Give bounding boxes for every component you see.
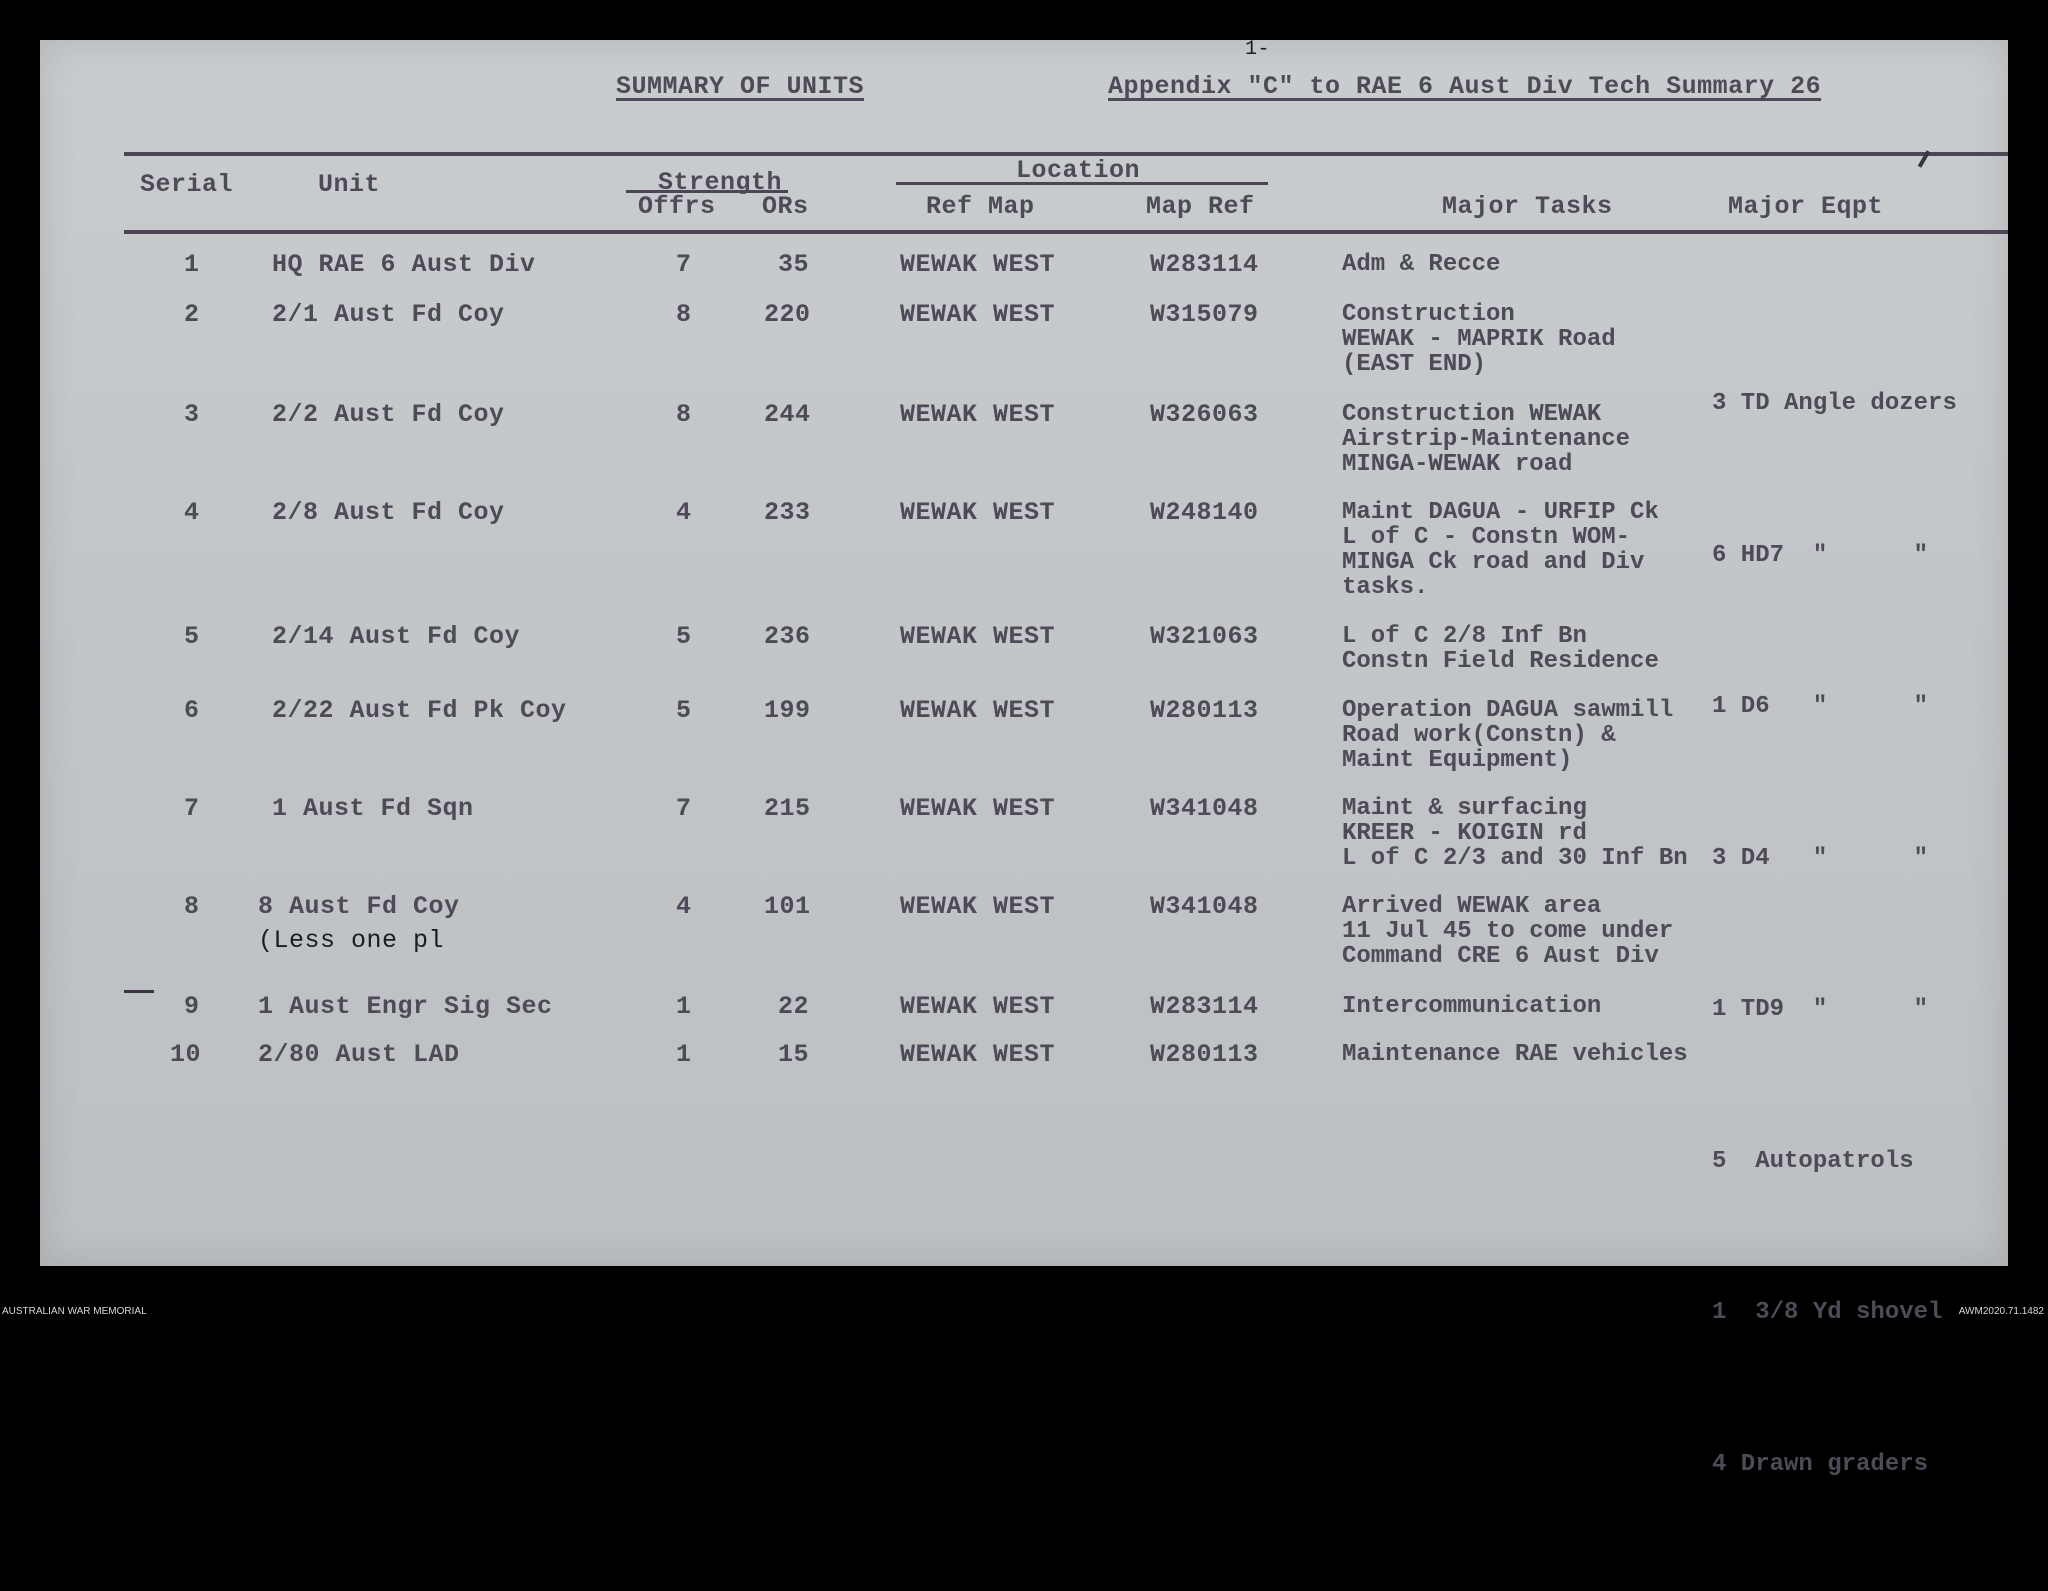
row-5-ors: 236 [764,622,811,651]
row-6-map-ref: W280113 [1150,696,1259,725]
task-line: L of C - Constn WOM- [1342,524,1631,551]
equipment-item: 5 Autopatrols [1712,1147,1914,1175]
row-1-unit: HQ RAE 6 Aust Div [272,250,536,279]
equipment-item: 1 3/8 Yd shovel [1712,1299,1943,1326]
row-3-ors: 244 [764,400,811,429]
row-7-tasks [1342,796,1688,871]
row-7-map-ref: W341048 [1150,794,1259,823]
row-8-ors: 101 [764,892,811,921]
task-line: MINGA-WEWAK road [1342,451,1573,478]
task-line: Operation DAGUA sawmill [1342,697,1674,724]
page-mark: 1- [1245,38,1271,61]
row-10-serial: 10 [170,1040,202,1069]
row-8-map-ref: W341048 [1150,892,1259,921]
row-2-map-ref: W315079 [1150,300,1259,329]
equipment-item: 4 Drawn graders [1712,1450,1929,1478]
margin-dash [124,990,154,993]
row-2-ors: 220 [764,300,811,329]
row-10-unit: 2/80 Aust LAD [258,1040,460,1069]
header-map-ref: Map Ref [1146,192,1255,221]
row-10-tasks [1342,1042,1688,1067]
row-2-serial: 2 [184,300,200,329]
row-8-offrs: 4 [676,892,692,921]
task-line: Adm & Recce [1342,251,1501,278]
row-9-ors: 22 [778,992,810,1021]
row-7-serial: 7 [184,794,200,823]
row-3-ref-map: WEWAK WEST [900,400,1056,429]
row-6-offrs: 5 [676,696,692,725]
task-line: Airstrip-Maintenance [1342,426,1631,453]
row-8-ref-map: WEWAK WEST [900,892,1056,921]
task-line: Construction WEWAK [1342,401,1602,428]
header-bottom-rule [124,230,2008,234]
row-5-offrs: 5 [676,622,692,651]
header-unit: Unit [318,170,381,199]
row-5-tasks [1342,624,1659,674]
task-line: tasks. [1342,574,1429,601]
header-major-eqpt: Major Eqpt [1728,192,1884,221]
row-9-unit: 1 Aust Engr Sig Sec [258,992,553,1021]
equipment-list [1712,278,1957,1591]
task-line: Road work(Constn) & [1342,722,1616,749]
footer-left: AUSTRALIAN WAR MEMORIAL [2,1306,147,1317]
row-4-unit: 2/8 Aust Fd Coy [272,498,505,527]
row-10-offrs: 1 [676,1040,692,1069]
header-ref-map: Ref Map [926,192,1035,221]
row-3-serial: 3 [184,400,200,429]
row-4-serial: 4 [184,498,200,527]
row-5-map-ref: W321063 [1150,622,1259,651]
task-line: MINGA Ck road and Div [1342,549,1645,576]
row-3-tasks [1342,402,1630,477]
row-6-serial: 6 [184,696,200,725]
row-10-map-ref: W280113 [1150,1040,1259,1069]
header-location: Location [1016,156,1141,185]
header-offrs: Offrs [638,192,716,221]
row-8-serial: 8 [184,892,200,921]
row-3-map-ref: W326063 [1150,400,1259,429]
row-4-ors: 233 [764,498,811,527]
row-4-map-ref: W248140 [1150,498,1259,527]
row-8-unit: 8 Aust Fd Coy [258,892,460,921]
row-7-unit: 1 Aust Fd Sqn [272,794,474,823]
row-3-offrs: 8 [676,400,692,429]
header-ors: ORs [762,192,809,221]
row-1-offrs: 7 [676,250,692,279]
task-line: Maint Equipment) [1342,747,1573,774]
header-serial: Serial [140,170,234,199]
row-3-unit: 2/2 Aust Fd Coy [272,400,505,429]
task-line: Command CRE 6 Aust Div [1342,943,1659,970]
equipment-item: 3 D4 " " [1712,844,1929,872]
task-line: L of C 2/8 Inf Bn [1342,623,1587,650]
task-line: (EAST END) [1342,351,1487,378]
equipment-item: 6 HD7 " " [1712,541,1929,569]
row-6-tasks [1342,698,1673,773]
equipment-item: 3 TD Angle dozers [1712,390,1957,417]
row-7-ref-map: WEWAK WEST [900,794,1056,823]
row-8-tasks [1342,894,1673,969]
header-strength: Strength [658,168,783,197]
row-1-ors: 35 [778,250,810,279]
row-4-ref-map: WEWAK WEST [900,498,1056,527]
row-7-ors: 215 [764,794,811,823]
task-line: Arrived WEWAK area [1342,893,1602,920]
row-6-ors: 199 [764,696,811,725]
row-9-offrs: 1 [676,992,692,1021]
document-title: SUMMARY OF UNITS [616,72,865,101]
task-line: Maint DAGUA - URFIP Ck [1342,499,1659,526]
row-4-tasks [1342,500,1659,600]
row-10-ors: 15 [778,1040,810,1069]
task-line: KREER - KOIGIN rd [1342,820,1587,847]
row-2-tasks [1342,302,1616,377]
task-line: Constn Field Residence [1342,648,1659,675]
row-5-unit: 2/14 Aust Fd Coy [272,622,521,651]
row-6-ref-map: WEWAK WEST [900,696,1056,725]
row-7-offrs: 7 [676,794,692,823]
row-1-map-ref: W283114 [1150,250,1259,279]
equipment-item: 1 D6 " " [1712,693,1929,720]
task-line: Construction [1342,301,1515,328]
task-line: WEWAK - MAPRIK Road [1342,326,1616,353]
appendix-reference: Appendix "C" to RAE 6 Aust Div Tech Summary 26 [1108,72,1822,101]
row-2-unit: 2/1 Aust Fd Coy [272,300,505,329]
task-line: L of C 2/3 and 30 Inf Bn [1342,845,1688,872]
footer-right: AWM2020.71.1482 [1958,1306,2044,1317]
task-line: Intercommunication [1342,993,1602,1020]
task-line: Maintenance RAE vehicles [1342,1041,1688,1068]
row-8-unit-note: (Less one pl [258,926,445,955]
row-5-ref-map: WEWAK WEST [900,622,1056,651]
row-2-ref-map: WEWAK WEST [900,300,1056,329]
row-9-serial: 9 [184,992,200,1021]
row-6-unit: 2/22 Aust Fd Pk Coy [272,696,567,725]
row-1-ref-map: WEWAK WEST [900,250,1056,279]
header-major-tasks: Major Tasks [1442,192,1613,221]
task-line: Maint & surfacing [1342,795,1587,822]
task-line: 11 Jul 45 to come under [1342,918,1674,945]
row-2-offrs: 8 [676,300,692,329]
row-10-ref-map: WEWAK WEST [900,1040,1056,1069]
equipment-item: 1 TD9 " " [1712,996,1929,1023]
row-5-serial: 5 [184,622,200,651]
row-9-map-ref: W283114 [1150,992,1259,1021]
row-1-tasks [1342,252,1500,277]
row-9-ref-map: WEWAK WEST [900,992,1056,1021]
row-4-offrs: 4 [676,498,692,527]
row-1-serial: 1 [184,250,200,279]
row-9-tasks [1342,994,1601,1019]
